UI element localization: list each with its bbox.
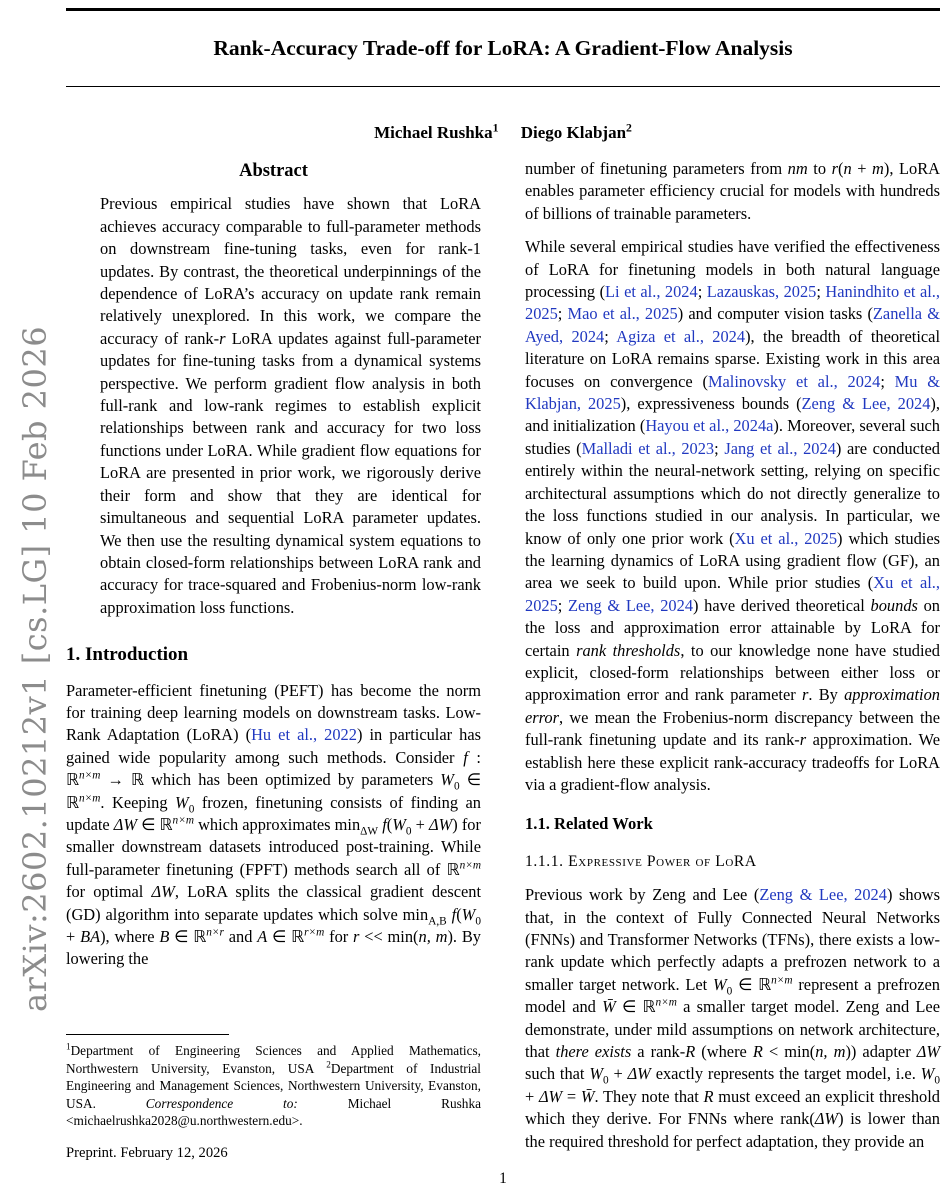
citation-link[interactable]: Hu et al., 2022 <box>251 725 357 745</box>
math-inline: r <box>353 927 360 946</box>
emphasis-text: Correspondence to: <box>145 1095 298 1111</box>
subscript: 0 <box>602 1074 609 1087</box>
footnote-rule <box>66 1034 229 1035</box>
math-inline: n <box>843 159 852 178</box>
paper-title: Rank-Accuracy Trade-off for LoRA: A Gradient-Flow Analysis <box>213 36 793 60</box>
emphasis-text: there exists <box>555 1042 632 1062</box>
subscript: 0 <box>475 914 481 927</box>
math-inline: B <box>159 927 170 946</box>
math-inline: W <box>392 814 406 834</box>
citation-link[interactable]: Hanindhito et al., 2025 <box>525 282 940 324</box>
abstract-text: Previous empirical studies have shown that LoRA achieves accuracy comparable to full-parameter methods on downstream fine-tuning tasks, even for rank-1 updates. By contrast, the theoretical underpinnings of the dependence of LoRA’s accuracy on update rank remain relatively unexplored. In this work, we compare the accuracy of rank-r LoRA updates against full-parameter updates for fine-tuning tasks from a dynamical systems perspective. We perform gradient flow analysis in both full-rank and low-rank regimes to establish explicit relationships between rank and accuracy for two loss functions under LoRA. While gradient flow equations for LoRA are presented in prior work, we rigorously derive their form and show that they are identical for simultaneous and sequential LoRA parameter updates. We then use the resulting dynamical system equations to obtain closed-form relationships between LoRA rank and accuracy for trace-squared and Frobenius-norm low-rank approximation loss functions. <box>100 194 481 617</box>
author-name-text: Michael Rushka <box>374 123 493 142</box>
citation-link[interactable]: Zeng & Lee, 2024 <box>568 595 694 615</box>
math-inline: R <box>752 1042 763 1062</box>
citation-link[interactable]: Xu et al., 2025 <box>734 528 838 548</box>
footnote-block <box>66 1034 481 1162</box>
citation-link[interactable]: Jang et al., 2024 <box>724 438 836 458</box>
math-superscript: n×m <box>771 974 793 987</box>
subscript: ΔW <box>360 825 379 838</box>
citation-link[interactable]: Malladi et al., 2023 <box>581 438 715 458</box>
math-inline: W <box>920 1064 935 1084</box>
citation-link[interactable]: Xu et al., 2025 <box>525 573 940 615</box>
math-inline: r <box>219 328 226 348</box>
top-rule <box>66 8 940 11</box>
math-inline: r <box>799 730 807 750</box>
math-inline: ΔW <box>113 814 138 834</box>
math-inline: r <box>801 685 809 705</box>
arxiv-watermark: arXiv:2602.10212v1 [cs.LG] 10 Feb 2026 <box>16 325 54 1012</box>
emphasis-text: bounds <box>870 595 918 615</box>
math-superscript: n×m <box>78 792 101 805</box>
math-inline: W <box>440 770 454 790</box>
math-inline: ΔW <box>429 814 453 834</box>
section-heading-introduction: 1. Introduction <box>66 644 189 666</box>
citation-link[interactable]: Lazauskas, 2025 <box>706 282 817 302</box>
math-superscript: n×r <box>206 926 224 939</box>
author-name <box>521 123 632 142</box>
affiliation-mark: 2 <box>626 121 632 135</box>
subscript: A,B <box>428 914 447 927</box>
subscript: 0 <box>453 780 460 793</box>
author-line <box>66 121 940 144</box>
math-inline: f <box>463 747 468 767</box>
subscript: 0 <box>188 802 195 815</box>
math-inline: W <box>175 792 189 812</box>
math-inline: ΔW <box>151 882 175 902</box>
math-inline: W̄ <box>602 997 616 1017</box>
paragraph-continuation: number of finetuning parameters from nm to r(n + m), LoRA enables parameter efficiency crucial for models with hundreds of billions of trainable parameters. <box>525 159 940 223</box>
math-inline: A <box>257 927 268 946</box>
paragraph-expressive-power: Previous work by Zeng and Lee (Zeng & Lee, 2024) shows that, in the context of Fully Connected Neural Networks (FNNs) and Transformer Networks (TFNs), there exists a low-rank update which perfectly adapts a prefrozen network to a smaller target network. Let $W_0$ ∈ ℝ$^{n\times m}$ represent a prefrozen model and W̄ ∈ ℝ$^{n\times m}$ a smaller target model. Zeng and Lee demonstrate, under mild assumptions on network architecture, that there exists a rank-R (where R < min(n, m)) adapter ΔW such that $W_0 + \Delta W$ exactly represents the target model, i.e. $W_0 + \Delta W$ = W̄. They note that R must exceed an explicit threshold which they derive. For FNNs where rank(ΔW) is lower than the required threshold for perfect adaptation, they provide an <box>525 885 941 1151</box>
subscript: 0 <box>726 985 733 998</box>
right-column <box>525 158 940 1153</box>
preprint-note: Preprint. February 12, 2026 <box>66 1144 228 1161</box>
math-inline: ΔW <box>627 1064 651 1084</box>
title-rule <box>66 86 940 87</box>
citation-link[interactable]: Agiza et al., 2024 <box>616 326 746 346</box>
math-inline: n, m <box>815 1042 846 1062</box>
math-superscript: n×m <box>172 814 194 827</box>
citation-link[interactable]: Mu & Klabjan, 2025 <box>525 371 940 414</box>
author-name <box>374 123 498 142</box>
citation-link[interactable]: Zeng & Lee, 2024 <box>759 885 887 905</box>
math-inline: nm <box>787 159 808 178</box>
citation-link[interactable]: Zanella & Ayed, 2024 <box>525 304 940 346</box>
introduction-text: Parameter-efficient finetuning (PEFT) has become the norm for training deep learning models on downstream tasks. Low-Rank Adaptation (LoRA) (Hu et al., 2022) in particular has gained wide popularity among such methods. Consider f : ℝ$^{n\times m}$ → ℝ which has been optimized by parameters $W_0$ ∈ ℝ$^{n\times m}$. Keeping $W_0$ frozen, finetuning consists of finding an update ΔW ∈ ℝ$^{n\times m}$ which approximates $\min_{\Delta W} f(W_0 + \Delta W)$ for smaller downstream datasets introduced post-training. While full-parameter finetuning (FPFT) methods search all of ℝ$^{n\times m}$ for optimal ΔW, LoRA splits the classical gradient descent (GD) algorithm into separate updates which solve $\min_{A,B} f(W_0 + BA)$, where B ∈ ℝ$^{n\times r}$ and A ∈ ℝ$^{r\times m}$ for r << min(n, m). By lowering the <box>66 680 481 969</box>
paragraph-related-literature: While several empirical studies have verified the effectiveness of LoRA for finetuning models in both natural language processing (Li et al., 2024; Lazauskas, 2025; Hanindhito et al., 2025; Mao et al., 2025) and computer vision tasks (Zanella & Ayed, 2024; Agiza et al., 2024), the breadth of theoretical literature on LoRA remains sparse. Existing work in this area focuses on convergence (Malinovsky et al., 2024; Mu & Klabjan, 2025), expressiveness bounds (Zeng & Lee, 2024), and initialization (Hayou et al., 2024a). Moreover, several such studies (Malladi et al., 2023; Jang et al., 2024) are conducted entirely within the neural-network setting, relying on specific architectural assumptions which do not directly generalize to the loss functions studied in our analysis. In particular, we know of only one prior work (Xu et al., 2025) which studies the learning dynamics of LoRA using gradient flow (GF), an area we seek to build upon. While prior studies (Xu et al., 2025; Zeng & Lee, 2024) have derived theoretical bounds on the loss and approximation error attainable by LoRA for certain rank thresholds, to our knowledge none have studied explicit, closed-form relationships between either loss or approximation error and rank parameter r. By approximation error, we mean the Frobenius-norm discrepancy between the full-rank finetuning update and its rank-r approximation. We establish here these explicit rank-accuracy tradeoffs for LoRA via a gradient-flow analysis. <box>525 237 940 794</box>
math-inline: W <box>461 904 476 924</box>
affiliation-mark: 1 <box>492 121 499 135</box>
paper-page <box>66 0 941 1187</box>
math-superscript: n×m <box>459 859 481 872</box>
math-inline: W <box>589 1064 603 1084</box>
math-inline: f <box>382 814 387 834</box>
superscript: 1 <box>66 1041 71 1052</box>
math-inline: W <box>713 974 727 994</box>
math-inline: BA <box>80 927 101 946</box>
math-inline: R <box>703 1086 714 1106</box>
citation-link[interactable]: Li et al., 2024 <box>605 282 698 302</box>
math-inline: ΔW <box>916 1042 940 1062</box>
math-inline: n, m <box>418 927 448 946</box>
left-column <box>66 158 481 1153</box>
math-inline: m <box>872 159 884 178</box>
math-superscript: n×m <box>78 769 101 782</box>
subsubsection-heading-expressive-power: 1.1.1. Expressive Power of LoRA <box>525 852 757 870</box>
math-inline: W̄ <box>580 1086 595 1106</box>
citation-link[interactable]: Hayou et al., 2024a <box>645 416 774 436</box>
math-inline: ΔW <box>814 1109 839 1129</box>
math-inline: r <box>831 159 838 178</box>
two-column-body <box>66 158 940 1153</box>
subsection-heading-related-work: 1.1. Related Work <box>525 814 653 834</box>
math-superscript: r×m <box>304 926 325 939</box>
math-inline: R <box>685 1042 696 1062</box>
math-inline: ΔW <box>538 1086 563 1106</box>
page-number: 1 <box>499 1170 507 1187</box>
citation-link[interactable]: Zeng & Lee, 2024 <box>801 394 931 414</box>
subscript: 0 <box>934 1074 940 1087</box>
emphasis-text: rank thresholds <box>576 640 681 660</box>
math-inline: f <box>451 904 457 924</box>
citation-link[interactable]: Malinovsky et al., 2024 <box>707 371 881 391</box>
superscript: 2 <box>326 1059 331 1070</box>
abstract-heading: Abstract <box>239 161 308 181</box>
author-name-text: Diego Klabjan <box>520 123 627 142</box>
subscript: 0 <box>405 825 412 838</box>
citation-link[interactable]: Mao et al., 2025 <box>567 304 678 324</box>
math-superscript: n×m <box>655 996 677 1009</box>
footnote-text: $^1$Department of Engineering Sciences and Applied Mathematics, Northwestern University, Evanston, USA $^2$Department of Industrial Engineering and Management Sciences, Northwestern University, Evanston, USA. Correspondence to: Michael Rushka <michaelrushka2028@u.northwestern.edu>. <box>66 1041 482 1129</box>
emphasis-text: approximation error <box>525 685 940 727</box>
